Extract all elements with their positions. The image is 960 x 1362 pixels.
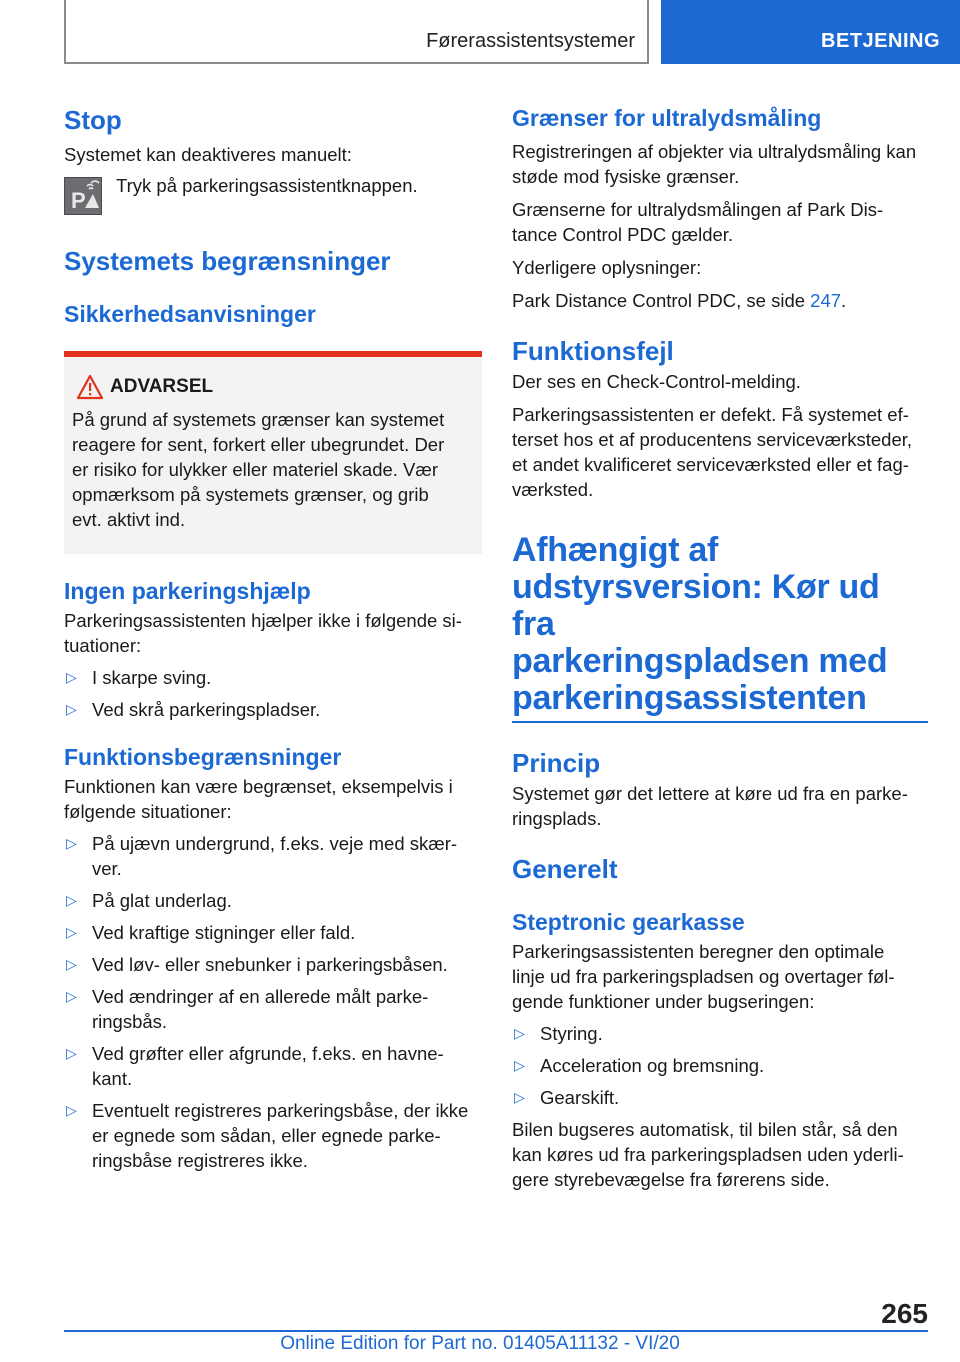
list-item: ▷ I skarpe sving.	[66, 667, 212, 688]
warning-triangle-icon	[76, 374, 104, 400]
steptronic-list	[512, 1021, 928, 1110]
fault-line: værksted.	[512, 479, 594, 500]
main-heading-line: udstyrsversion: Kør ud fra	[512, 568, 880, 643]
funclimit-list	[64, 831, 482, 1173]
ultra-line: Grænserne for ultralydsmålingen af Park Dis-	[512, 199, 884, 220]
reference-text: Park Distance Control PDC, se side	[512, 290, 811, 311]
bullet-triangle-icon: ▷	[66, 835, 77, 851]
ultra-line: tance Control PDC gælder.	[512, 224, 734, 245]
bullet-triangle-icon: ▷	[514, 1025, 525, 1041]
principle-line: ringsplads.	[512, 808, 602, 829]
bullet-triangle-icon: ▷	[66, 924, 77, 940]
list-item: ▷ Gearskift.	[514, 1087, 620, 1108]
funclimit-heading: Funktionsbegrænsninger	[64, 744, 342, 770]
steptronic-line: linje ud fra parkeringspladsen og overtager føl-	[512, 966, 895, 987]
heading-rule	[512, 721, 928, 723]
warning-line: evt. aktivt ind.	[72, 509, 186, 530]
final-line: gere styrebevægelse fra førerens side.	[512, 1169, 830, 1190]
bullet-triangle-icon: ▷	[66, 892, 77, 908]
nohelp-list	[64, 665, 482, 722]
reference-end: .	[841, 290, 847, 311]
main-heading-line: parkeringsassistenten	[512, 679, 867, 717]
list-item: ▷ Ved grøfter eller afgrunde, f.eks. en havne- kant.	[66, 1043, 444, 1089]
ultra-heading: Grænser for ultralydsmåling	[512, 105, 822, 131]
final-line: kan køres ud fra parkeringspladsen uden yderli-	[512, 1144, 904, 1165]
ultra-line: støde mod fysiske grænser.	[512, 166, 740, 187]
bullet-triangle-icon: ▷	[514, 1089, 525, 1105]
warning-text	[72, 407, 474, 532]
main-heading	[512, 532, 928, 723]
header-chapter-title: BETJENING	[821, 30, 940, 52]
ultra-more-info: Yderligere oplysninger:	[512, 257, 702, 278]
list-item: ▷ Eventuelt registreres parkeringsbåse, der ikke er egnede som sådan, eller egnede parke- ringsbåse registreres ikke.	[66, 1100, 469, 1171]
bullet-triangle-icon: ▷	[66, 701, 77, 717]
warning-line: opmærksom på systemets grænser, og grib	[72, 484, 429, 505]
warning-line: er risiko for ulykker eller materiel skade. Vær	[72, 459, 438, 480]
limits-heading: Systemets begrænsninger	[64, 246, 391, 276]
button-instruction-text: Tryk på parkeringsassistentknappen.	[116, 175, 418, 196]
bullet-triangle-icon: ▷	[514, 1057, 525, 1073]
fault-heading: Funktionsfejl	[512, 336, 674, 366]
svg-text:P: P	[71, 188, 86, 213]
bullet-triangle-icon: ▷	[66, 956, 77, 972]
bullet-triangle-icon: ▷	[66, 669, 77, 685]
list-item: ▷ Ved løv- eller snebunker i parkeringsbåsen.	[66, 954, 448, 975]
main-heading-line: Afhængigt af	[512, 531, 719, 569]
nohelp-heading: Ingen parkeringshjælp	[64, 578, 311, 604]
final-line: Bilen bugseres automatisk, til bilen står, så den	[512, 1119, 898, 1140]
main-heading-line: parkeringspladsen med	[512, 642, 888, 680]
ultra-line: Registreringen af objekter via ultralydsmåling kan	[512, 141, 917, 162]
list-item: ▷ Ved kraftige stigninger eller fald.	[66, 922, 356, 943]
bullet-triangle-icon: ▷	[66, 988, 77, 1004]
page-247-link[interactable]: 247	[810, 290, 842, 311]
footer-rule	[64, 1330, 928, 1332]
warning-line: På grund af systemets grænser kan systemet	[72, 409, 445, 430]
list-item: ▷ Styring.	[514, 1023, 603, 1044]
warning-box	[64, 351, 482, 554]
steptronic-line: Parkeringsassistenten beregner den optimale	[512, 941, 885, 962]
header-section-title: Førerassistentsystemer	[426, 30, 635, 52]
ultra-reference	[512, 288, 928, 313]
principle-heading: Princip	[512, 748, 601, 778]
list-item: ▷ På ujævn undergrund, f.eks. veje med skær- ver.	[66, 833, 458, 879]
warning-label: ADVARSEL	[110, 376, 214, 397]
steptronic-heading: Steptronic gearkasse	[512, 909, 745, 935]
fault-line: et andet kvalificeret serviceværksted eller et fag-	[512, 454, 909, 475]
footer-edition: Online Edition for Part no. 01405A11132 - VI/20	[280, 1333, 680, 1354]
steptronic-line: gende funktioner under bugseringen:	[512, 991, 815, 1012]
fault-line: terset hos et af producentens serviceværksteder,	[512, 429, 913, 450]
parking-assistant-icon	[64, 177, 102, 215]
fault-line: Parkeringsassistenten er defekt. Få systemet ef-	[512, 404, 909, 425]
safety-heading: Sikkerhedsanvisninger	[64, 301, 316, 327]
funclimit-line: følgende situationer:	[64, 801, 232, 822]
list-item: ▷ Ved skrå parkeringspladser.	[66, 699, 321, 720]
fault-text: Der ses en Check-Control-melding.	[512, 371, 801, 392]
stop-text: Systemet kan deaktiveres manuelt:	[64, 144, 352, 165]
header-section-box	[64, 0, 649, 64]
right-column	[512, 100, 928, 1192]
bullet-triangle-icon: ▷	[66, 1045, 77, 1061]
general-heading: Generelt	[512, 854, 618, 884]
bullet-triangle-icon: ▷	[66, 1102, 77, 1118]
nohelp-line: Parkeringsassistenten hjælper ikke i følgende si-	[64, 610, 462, 631]
list-item: ▷ På glat underlag.	[66, 890, 232, 911]
page-number: 265	[881, 1298, 928, 1329]
left-column	[64, 100, 482, 1173]
button-instruction	[64, 173, 482, 223]
nohelp-line: tuationer:	[64, 635, 142, 656]
principle-line: Systemet gør det lettere at køre ud fra en parke-	[512, 783, 908, 804]
warning-title	[72, 375, 474, 399]
stop-heading: Stop	[64, 105, 122, 135]
list-item: ▷ Acceleration og bremsning.	[514, 1055, 765, 1076]
list-item: ▷ Ved ændringer af en allerede målt parke- ringsbås.	[66, 986, 429, 1032]
warning-line: reagere for sent, forkert eller ubegrundet. Der	[72, 434, 445, 455]
header-chapter-tab	[661, 0, 960, 64]
funclimit-line: Funktionen kan være begrænset, eksempelvis i	[64, 776, 453, 797]
